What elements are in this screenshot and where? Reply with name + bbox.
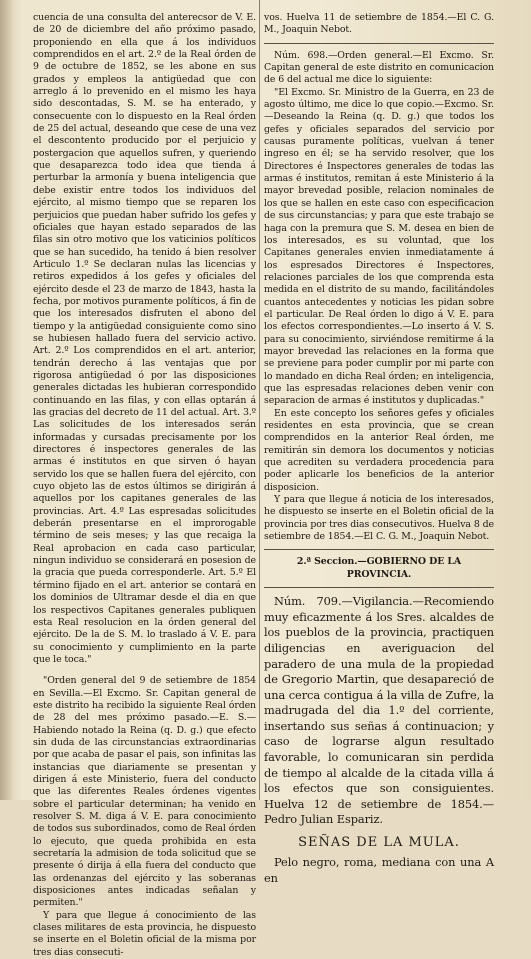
left-column [33, 12, 256, 959]
separator-rule [264, 549, 494, 550]
mule-description: Pelo negro, roma, mediana con una A en [264, 855, 494, 885]
separator-rule [264, 587, 494, 588]
general-order-paragraph: "Orden general del 9 de setiembre de 1854 en Sevilla.—El Excmo. Sr. Capitan general de este distrito ha recibido la siguiente Real órden de 28 del mes próximo pasado.—E. S.—Habiendo notado la Reina (q. D. g.) que efecto sin duda de las circunstancias extraordinarias por que acaba de pasar el pais, son infinitas las instancias que diariamente se presentan y dirigen á este Ministerio, fuera del conducto que las diferentes Reales órdenes vigentes sobre el particular determinan; ha venido en resolver S. M. diga á V. E. para conocimiento de todos sus subordinados, como de Real órden lo ejecuto, que queda prohibida en esta secretaría la admision de toda solicitud que se presente ó dirija á ella fuera del conducto que las ordenanzas del ejército y las soberanas disposiciones antes indicadas señalan y permiten." [33, 675, 256, 909]
closing-paragraph: Y para que llegue á conocimiento de las clases militares de esta provincia, he dispuesto se inserte en el Boletin oficial de la misma por tres dias consecuti- [33, 909, 256, 958]
column-divider [259, 0, 260, 800]
insertion-paragraph: Y para que llegue á noticia de los interesados, he dispuesto se inserte en el Boletin oficial de la provincia por tres dias consecutivos. Huelva 8 de setiembre de 1854.—El C. G. M., Joaquin Nebot. [264, 494, 494, 543]
order-698-heading: Núm. 698.—Orden general.—El Excmo. Sr. Capitan general de este distrito en comunicacion de 6 del actual me dice lo siguiente: [264, 49, 494, 86]
separator-rule [264, 43, 494, 44]
section-title: 2.ª Seccion.—GOBIERNO DE LA PROVINCIA. [296, 556, 462, 580]
subheading: SEÑAS DE LA MULA. [298, 835, 460, 851]
signature-line: vos. Huelva 11 de setiembre de 1854.—El C. G. M., Joaquin Nebot. [264, 12, 494, 36]
page-fold-shadow [0, 0, 14, 800]
ministry-quote-paragraph: "El Excmo. Sr. Ministro de la Guerra, en 23 de agosto último, me dice lo que copio.—Excmo. Sr.—Deseando la Reina (q. D. g.) que todos los gefes y oficiales separados del servicio por causas puramente políticas, vuelvan á tener ingreso en él; se ha servido resolver, que los Directores é Inspectores generales de todas las armas é institutos, remitan á este Ministerio á la mayor brevedad posible, relacion nominales de los que se hallen en este caso con especificacion de sus circunstancias; y para que este trabajo se haga con la premura que S. M. desea en bien de los interesados, es su voluntad, que los Capitanes generales envien inmediatamente á los espresados Directores é Inspectores, relaciones parciales de los que comprenda esta medida en el distrito de su mando, facilitándoles cuantos antecedentes y noticias les pidan sobre el particular. De Real órden lo digo á V. E. para los efectos correspondientes.—Lo inserto á V. S. para su conocimiento, sirviéndose remitirme á la mayor brevedad las relaciones en la forma que se previene para poder cumplir por mi parte con lo mandado en dicha Real órden; en inteligencia, que las espresadas relaciones deben venir con separacion de armas é institutos y duplicadas." [264, 86, 494, 407]
royal-order-paragraph: cuencia de una consulta del anterecsor de V. E. de 20 de diciembre del año próximo pasado, proponiendo en ella que á los individuos comprendidos en el art. 2.º de la Real órden de 9 de octubre de 1852, se les abone en sus grados y empleos la antigüedad que con arreglo á lo prevenido en el mismo les haya sido descontadas, S. M. se ha enterado, y consecuente con lo dispuesto en la Real órden de 25 del actual, deseando que cese de una vez el descontento producido por el perjuicio y postergacion que aquellos sufren, y queriendo que desaparezca todo idea que tienda á perturbar la armonía y buena inteligencia que debe existir entre todos los individuos del ejército, al mismo tiempo que se reparen los perjuicios que puedan haber sufrido los gefes y oficiales que hayan estado separados de las filas sin otro motivo que los vaticinios políticos que se han sucedido, ha tenido á bien resolver Articulo 1.º Se declaran nulas las licencias y retiros expedidos á los gefes y oficiales del ejército desde el 23 de marzo de 1843, hasta la fecha, por motivos puramente políticos, á fin de que los interesados disfruten el abono del tiempo y la antigüedad consiguiente como sino se hubiesen hallado fuera del servicio activo. Art. 2.º Los comprendidos en el art. anterior, tendrán derecho á las ventajas que por rigorosa antigüedad ó por las disposiciones generales dictadas les hubieran correspondido continuando en las filas, y con ellas optarán á las gracias del decreto de 11 del actual. Art. 3.º Las solicitudes de los interesados serán informadas y cursadas precisamente por los directores é inspectores generales de las armas é institutos en que sirven ó hayan servido los que se hallen fuera del ejército, con cuyo objeto las de estos últimos se dirigirán á aquellos por los capitanes generales de las provincias. Art. 4.º Las espresadas solicitudes deberán presentarse en el improrogable término de seis meses; y las que recaiga la Real aprobacion en cada caso particular, ningun individuo se considerará en posesion de la gracia que pueda corresponderle. Art. 5.º El término fijado en el art. anterior se contará en los dominios de Ultramar desde el dia en que los respectivos Capitanes generales publiquen esta Real resolucion en la órden general del ejército. De la de S. M. lo traslado á V. E. para su conocimiento y cumplimiento en la parte que le toca." [33, 12, 256, 665]
concept-paragraph: En este concepto los señores gefes y oficiales residentes en esta provincia, que se crean comprendidos en la anterior Real órden, me remitirán sin demora los documentos y noticias que acrediten su verdadera procedencia para poder aplicarle los beneficios de la anterior disposicion. [264, 407, 494, 493]
vigilance-notice: Núm. 709.—Vigilancia.—Recomiendo muy eficazmente á los Sres. alcaldes de los pueblos de la provincia, practiquen diligencias en averiguacion del paradero de una mula de la propiedad de Gregorio Martin, que desapareció de una cerca contigua á la villa de Zufre, la madrugada del dia 1.º del corriente, insertando sus señas á continuacion; y caso de lograrse algun resultado favorable, lo comunicaran sin perdida de tiempo al alcalde de la citada villa á los efectos que son consiguientes. Huelva 12 de setiembre de 1854.—Pedro Julian Espariz. [264, 594, 494, 827]
right-column [264, 12, 494, 887]
